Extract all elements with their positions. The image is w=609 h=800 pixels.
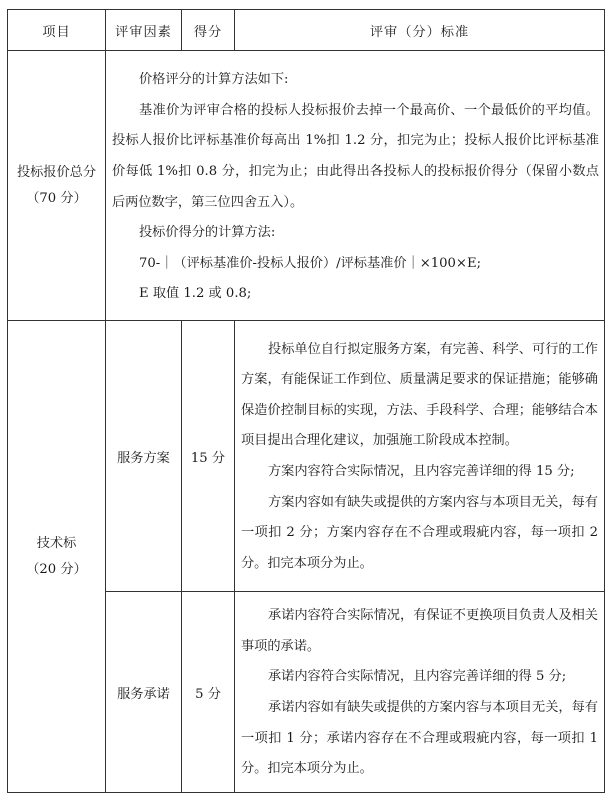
price-baseline-rule: 基准价为评审合格的投标人投标报价去掉一个最高价、一个最低价的平均值。投标人报价比评标基准价每高出 1%扣 1.2 分，扣完为止；投标人报价比评标基准价每低 1%扣 0.8 分，扣完为止；由此得出各投标人的投标报价得分（保留小数点后两位数字，第三位四舍五入）。: [112, 102, 599, 210]
service-plan-requirement: 投标单位自行拟定服务方案，有完善、科学、可行的工作方案，有能保证工作到位、质量满足要求的保证措施；能够确保造价控制目标的实现，方法、手段科学、合理；能够结合本项目提出合理化建议，加强施工阶段成本控制。: [241, 341, 598, 449]
price-item-name: 投标报价总分: [16, 164, 97, 180]
price-item-cell: [8, 51, 106, 321]
price-score-heading: 投标价得分的计算方法:: [139, 225, 276, 241]
service-promise-factor: 服务承诺: [106, 592, 182, 793]
tech-item-points: （20 分）: [26, 561, 87, 577]
price-standard-cell: [106, 51, 605, 321]
service-plan-deduction: 方案内容如有缺失或提供的方案内容与本项目无关，每有一项扣 2 分；方案内容存在不合理或瑕疵内容，每一项扣 2 分。扣完本项分为止。: [241, 494, 598, 571]
tech-item-cell: [8, 321, 106, 793]
header-factor: 评审因素: [106, 10, 182, 51]
price-item-points: （70 分）: [26, 190, 87, 206]
service-plan-score: 15 分: [182, 321, 235, 592]
service-plan-factor: 服务方案: [106, 321, 182, 592]
service-plan-row: [8, 321, 605, 592]
service-promise-score: 5 分: [182, 592, 235, 793]
header-score: 得分: [182, 10, 235, 51]
service-promise-requirement: 承诺内容符合实际情况，有保证不更换项目负责人及相关事项的承诺。: [241, 608, 598, 654]
header-item: 项目: [8, 10, 106, 51]
service-plan-standard: [235, 321, 605, 592]
service-promise-standard: [235, 592, 605, 793]
service-promise-deduction: 承诺内容如有缺失或提供的方案内容与本项目无关，每有一项扣 1 分；承诺内容存在不合理或瑕疵内容，每一项扣 1 分。扣完本项分为止。: [241, 700, 598, 777]
price-e-value: E 取值 1.2 或 0.8;: [139, 286, 252, 302]
service-promise-full-score: 承诺内容符合实际情况，且内容完善详细的得 5 分;: [268, 669, 567, 685]
header-standard: 评审（分）标准: [235, 10, 605, 51]
price-formula: 70-｜（评标基准价-投标人报价）/评标基准价｜×100×E;: [139, 255, 482, 271]
scoring-table: [7, 9, 605, 793]
price-method-heading: 价格评分的计算方法如下:: [139, 72, 289, 88]
price-row: [8, 51, 605, 321]
header-row: [8, 10, 605, 51]
service-plan-full-score: 方案内容符合实际情况，且内容完善详细的得 15 分;: [268, 464, 575, 479]
tech-item-name: 技术标: [36, 535, 77, 551]
